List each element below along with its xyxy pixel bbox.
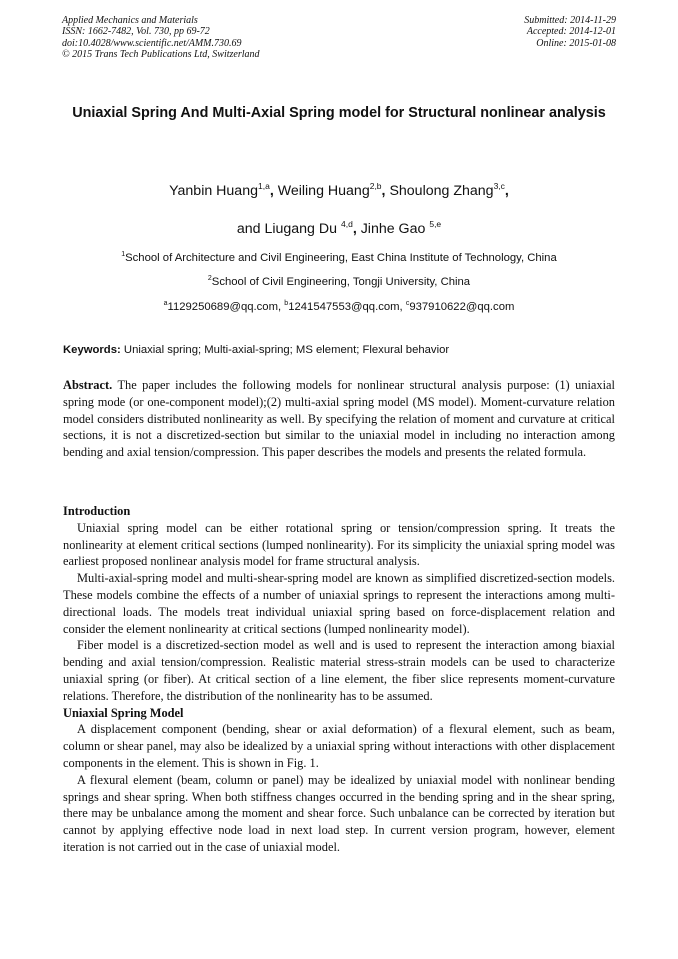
journal-name: Applied Mechanics and Materials bbox=[62, 15, 198, 26]
email-sup: b bbox=[284, 300, 289, 307]
affiliation-sup: 2 bbox=[207, 275, 212, 282]
abstract-text: The paper includes the following models for nonlinear structural analysis purpose: (1) uniaxial spring mode (or one-component model);(2) multi-axial spring model (MS model). Moment-curvature relation model considers distributed nonlinearity as well. By specifying the relation of moment and curvature at critical sections, it is not a discretized-section but similar to the uniaxial model in including no interaction among bending and axial tension/compression. This paper describes the models and presents the related formula. bbox=[63, 378, 616, 460]
author-sup: 4,d bbox=[340, 219, 353, 229]
keywords bbox=[63, 344, 615, 356]
affiliation-1 bbox=[40, 252, 638, 264]
section-heading: Uniaxial Spring Model bbox=[63, 705, 184, 720]
author-name: Yanbin Huang bbox=[169, 183, 258, 199]
abstract-label: Abstract. bbox=[63, 378, 113, 392]
affiliation-2 bbox=[40, 276, 638, 288]
paragraph: Fiber model is a discretized-section model as well and is used to represent the interaction among biaxial bending and axial tension/compression. Realistic material stress-strain models can be used to characterize uniaxial spring (or fiber). At critical section of a line element, the fiber slice represents moment-curvature relations. Therefore, the distribution of the nonlinearity has to be assumed. bbox=[63, 638, 615, 703]
section-heading: Introduction bbox=[63, 504, 131, 518]
email-address: 1241547553@qq.com bbox=[288, 301, 400, 313]
paragraph: Uniaxial spring model can be either rotational spring or tension/compression spring. It treats the nonlinearity at element critical sections (lumped nonlinearity). For its simplicity the uniaxial spring model was earliest proposed nonlinear analysis model for frame structural analysis. bbox=[63, 520, 615, 569]
keywords-text: Uniaxial spring; Multi-axial-spring; MS element; Flexural behavior bbox=[123, 344, 450, 356]
paragraph: Multi-axial-spring model and multi-shear-spring model are known as simplified discretized-section models. These models combine the effects of a number of uniaxial springs to represent the interactions among multi-directional loads. The models treat individual uniaxial spring based on force-displacement relation and consider the element nonlinearity at critical sections (lumped nonlinearity model). bbox=[63, 571, 615, 636]
author-sup: 1,a bbox=[257, 181, 270, 191]
submitted-date: Submitted: 2014-11-29 bbox=[524, 15, 616, 26]
paper-title: Uniaxial Spring And Multi-Axial Spring model for Structural nonlinear analysis bbox=[72, 105, 606, 121]
submission-dates bbox=[524, 15, 616, 49]
author-name: Shoulong Zhang bbox=[389, 183, 494, 199]
journal-doi: doi:10.4028/www.scientific.net/AMM.730.69 bbox=[62, 37, 242, 49]
abstract bbox=[63, 377, 615, 461]
author-name: Jinhe Gao bbox=[360, 221, 426, 237]
author-name: Liugang Du bbox=[264, 221, 338, 237]
paragraph: A flexural element (beam, column or panel) may be idealized by uniaxial model with nonlinear bending springs and shear spring. When both stiffness changes occurred in the bending spring and in the shear spring, there may be unbalance among the moment and shear force. Such unbalance can be corrected by iteration but cannot by applying effective node load in next load step. In current version program, however, element iteration is not carried out in the case of uniaxial model. bbox=[63, 772, 615, 854]
email-address: 937910622@qq.com bbox=[409, 301, 515, 313]
author-sup: 5,e bbox=[429, 219, 442, 229]
email-sup: a bbox=[163, 300, 168, 307]
affiliation-sup: 1 bbox=[121, 251, 126, 258]
journal-issn: ISSN: 1662-7482, Vol. 730, pp 69-72 bbox=[62, 26, 210, 38]
keywords-label: Keywords: bbox=[63, 344, 121, 356]
affiliation-text: School of Civil Engineering, Tongji University, China bbox=[211, 276, 471, 288]
affiliation-text: School of Architecture and Civil Engineering, East China Institute of Technology, China bbox=[125, 252, 557, 264]
email-list: $^a$1129250689@qq.com, $^b$1241547553@qq.com, $^c$937910622@qq.com bbox=[163, 300, 515, 313]
email-sup: c bbox=[405, 300, 410, 307]
journal-info bbox=[62, 15, 260, 61]
journal-copyright: © 2015 Trans Tech Publications Ltd, Switzerland bbox=[62, 49, 260, 61]
author-sup: 3,c bbox=[493, 181, 505, 191]
author-name: Weiling Huang bbox=[277, 183, 370, 199]
introduction-section bbox=[63, 503, 615, 856]
email-address: 1129250689@qq.com bbox=[167, 301, 279, 313]
author-list: Yanbin Huang$^{1,a}$, Weiling Huang$^{2,b}$, Shoulong Zhang$^{3,c}$, and Liugang Du $^{4,d}$, Jinhe Gao $^{5,e}$ bbox=[169, 181, 509, 237]
author-conjunction: and bbox=[236, 221, 261, 237]
online-date: Online: 2015-01-08 bbox=[536, 37, 616, 49]
paragraph: A displacement component (bending, shear or axial deformation) of a flexural element, such as beam, column or shear panel, may also be idealized by a uniaxial spring without interactions with other displacement components in the element. This is shown in Fig. 1. bbox=[63, 722, 615, 770]
accepted-date: Accepted: 2014-12-01 bbox=[526, 26, 616, 38]
author-sup: 2,b bbox=[369, 181, 382, 191]
